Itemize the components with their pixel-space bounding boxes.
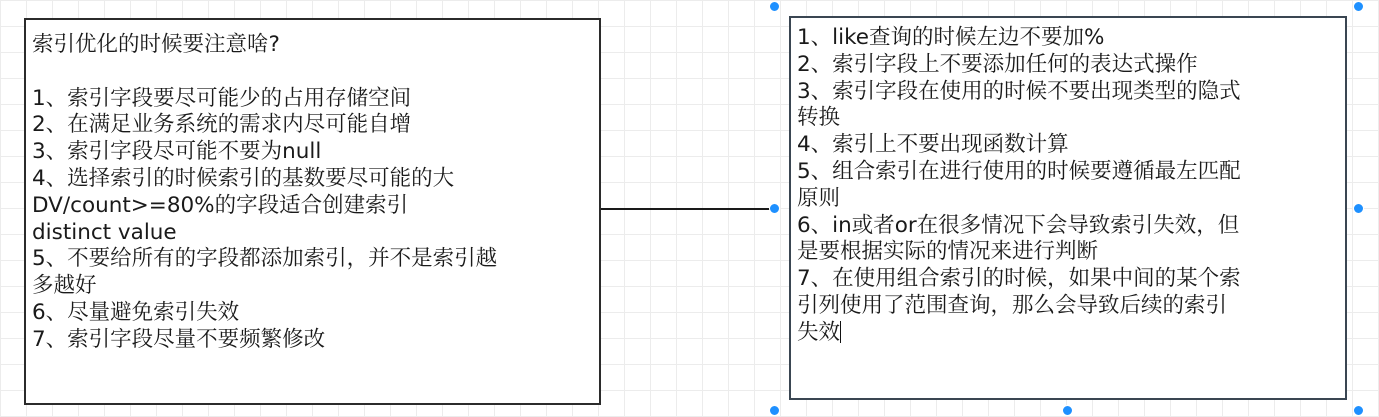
left-note-line: 2、在满足业务系统的需求内尽可能自增: [32, 112, 412, 138]
left-note-box[interactable]: [24, 18, 601, 405]
left-note-spacer: [32, 59, 593, 86]
left-note-line: distinct value: [32, 219, 177, 245]
left-note-line: DV/count>=80%的字段适合创建索引: [32, 192, 409, 218]
left-note-line: 5、不要给所有的字段都添加索引，并不是索引越: [32, 246, 498, 272]
right-note-line: 是要根据实际的情况来进行判断: [797, 239, 1099, 265]
right-note-line: 7、在使用组合索引的时候，如果中间的某个索: [797, 266, 1241, 292]
left-note-title: 索引优化的时候要注意啥?: [32, 32, 280, 57]
resize-handle-bottom-right[interactable]: [1353, 405, 1364, 416]
right-note-line: 4、索引上不要出现函数计算: [797, 132, 1069, 158]
left-note-line: 4、选择索引的时候索引的基数要尽可能的大: [32, 165, 455, 191]
right-note-line: [797, 320, 1339, 347]
text-cursor: [840, 321, 841, 343]
right-note-line: 1、like查询的时候左边不要加%: [797, 25, 1105, 50]
left-note-line: 多越好: [32, 273, 97, 299]
right-note-line: 6、in或者or在很多情况下会导致索引失效，但: [797, 212, 1240, 238]
resize-handle-middle-right[interactable]: [1353, 203, 1364, 214]
resize-handle-top-left[interactable]: [769, 1, 780, 12]
resize-handle-bottom-center[interactable]: [1062, 405, 1073, 416]
left-note-line: 6、尽量避免索引失效: [32, 299, 240, 325]
connector-line[interactable]: [600, 208, 778, 210]
right-note-line: 原则: [797, 185, 841, 211]
resize-handle-top-right[interactable]: [1353, 1, 1364, 12]
right-note-box[interactable]: [789, 16, 1347, 400]
left-note-line: 1、索引字段要尽可能少的占用存储空间: [32, 85, 412, 111]
right-note-line: 引列使用了范围查询，那么会导致后续的索引: [797, 292, 1228, 318]
right-note-line: 转换: [797, 105, 841, 131]
resize-handle-bottom-left[interactable]: [769, 405, 780, 416]
right-note-line: 2、索引字段上不要添加任何的表达式操作: [797, 51, 1198, 77]
right-note-last-text: 失效: [797, 319, 841, 345]
resize-handle-middle-left[interactable]: [769, 203, 780, 214]
right-note-line: 5、组合索引在进行使用的时候要遵循最左匹配: [797, 158, 1241, 184]
left-note-line: 7、索引字段尽量不要频繁修改: [32, 326, 326, 352]
left-note-line: 3、索引字段尽可能不要为null: [32, 139, 322, 165]
right-note-line: 3、索引字段在使用的时候不要出现类型的隐式: [797, 78, 1241, 104]
